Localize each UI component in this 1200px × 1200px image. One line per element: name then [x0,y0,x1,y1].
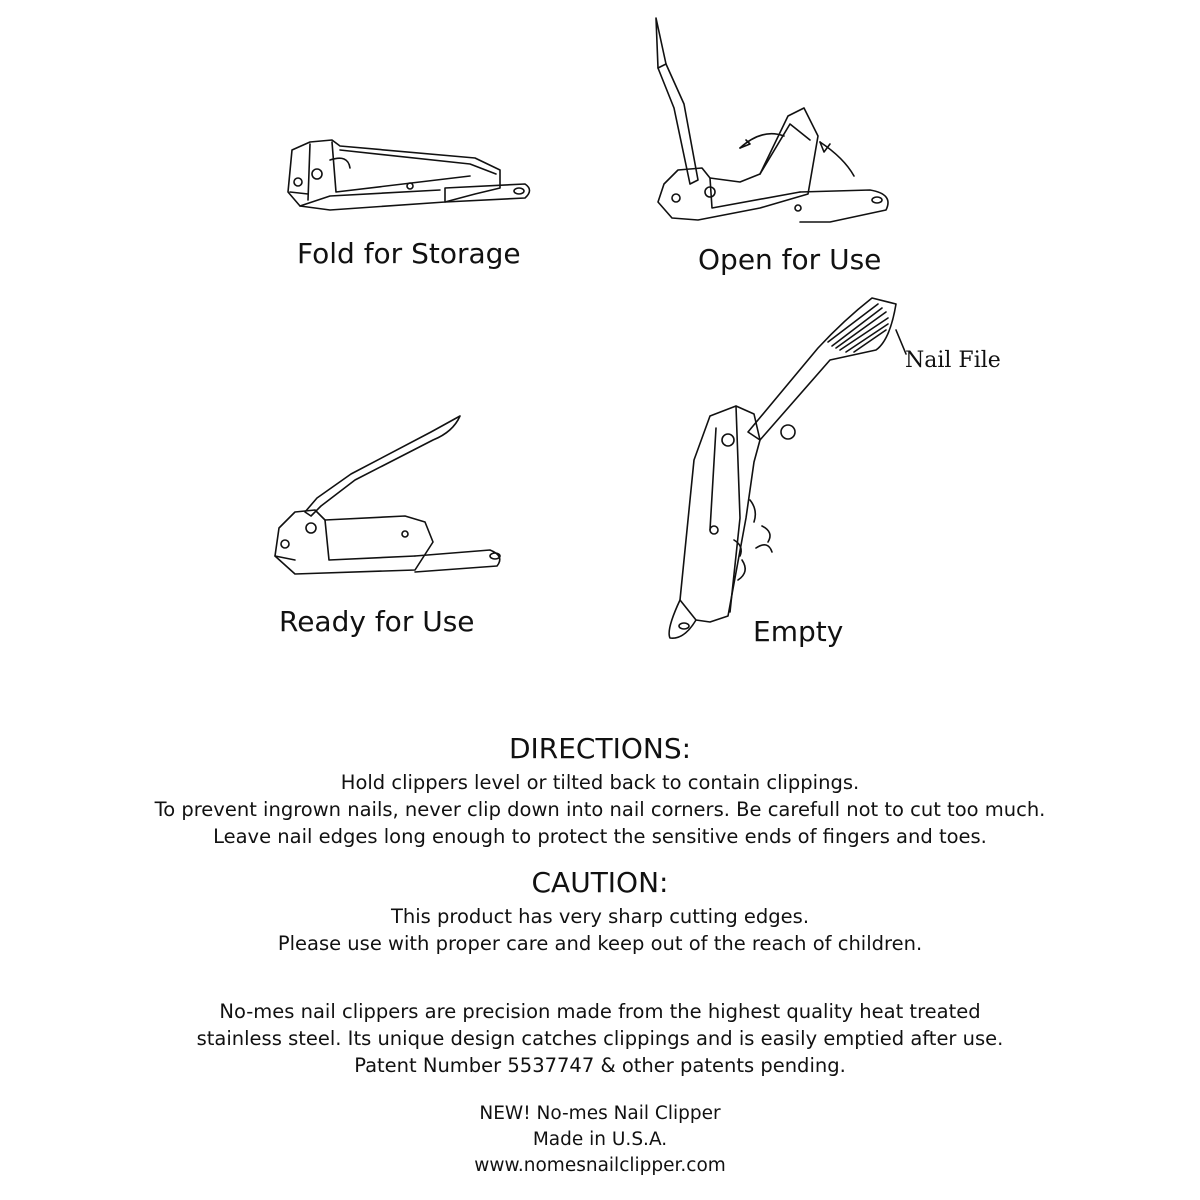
folded-nail-clipper-icon [270,130,540,220]
caution-line: Please use with proper care and keep out of the reach of children. [277,932,923,955]
directions-section [0,732,1200,850]
product-footer [0,1101,1200,1179]
about-paragraph [0,998,1200,1079]
ready-for-use-caption: Ready for Use [279,605,475,638]
nail-file-label: Nail File [905,348,1001,373]
directions-heading: DIRECTIONS: [508,732,692,765]
caution-section [0,866,1200,957]
directions-line: Hold clippers level or tilted back to contain clippings. [340,771,860,794]
open-for-use-caption: Open for Use [698,243,882,276]
product-name: NEW! No-mes Nail Clipper [479,1103,721,1124]
caution-heading: CAUTION: [531,866,669,899]
about-line: stainless steel. Its unique design catches clippings and is easily emptied after use. [196,1027,1004,1050]
emptying-nail-clipper-icon [650,290,910,660]
website-link[interactable]: www.nomesnailclipper.com [474,1155,726,1176]
directions-line: Leave nail edges long enough to protect the sensitive ends of fingers and toes. [213,825,987,848]
caution-line: This product has very sharp cutting edges. [390,905,810,928]
fold-for-storage-caption: Fold for Storage [297,237,521,270]
about-line: Patent Number 5537747 & other patents pending. [354,1054,846,1077]
directions-line: To prevent ingrown nails, never clip down into nail corners. Be carefull not to cut too much. [154,798,1046,821]
ready-nail-clipper-icon [265,410,525,580]
origin-label: Made in U.S.A. [532,1129,668,1150]
open-nail-clipper-icon [640,12,920,237]
empty-caption: Empty [753,615,844,648]
about-line: No-mes nail clippers are precision made from the highest quality heat treated [219,1000,981,1023]
